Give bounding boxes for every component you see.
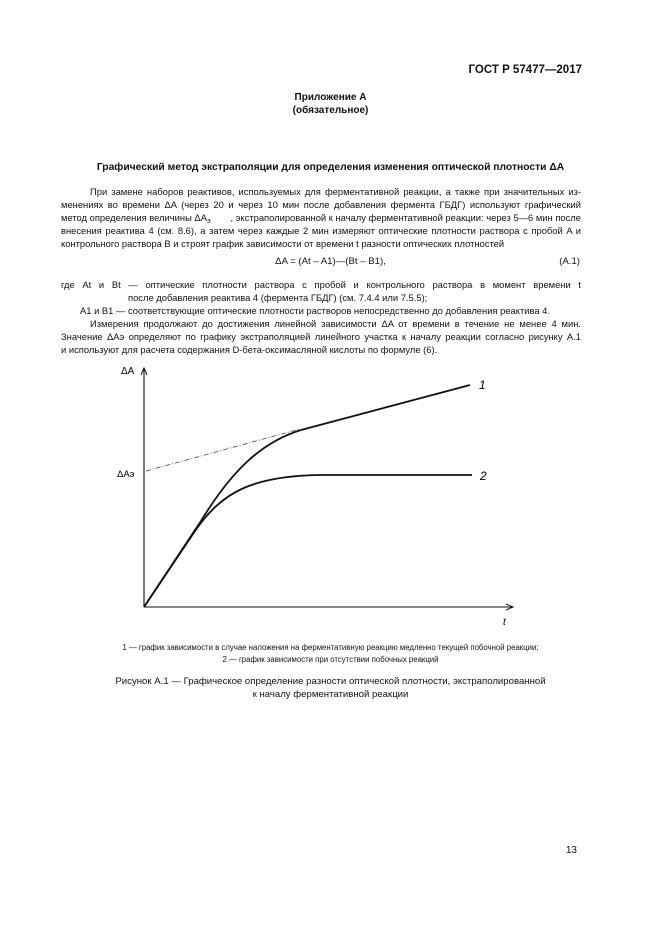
- y-axis-label: ΔA: [121, 366, 135, 377]
- where-line2: после добавления реактива 4 (фермента ГБДГ) (см. 7.4.4 или 7.5.5);: [128, 292, 428, 303]
- curve-1: [144, 385, 470, 607]
- legend-line1: 1 — график зависимости в случае наложения на ферментативную реакцию медленно текущей побочной реакции;: [122, 643, 539, 652]
- page-number: 13: [565, 845, 577, 856]
- para1-line3-end: , экстраполированной к началу ферментативной реакции: через 5—6 мин после: [230, 212, 581, 223]
- legend-line2: 2 — график зависимости при отсутствии побочных реакций: [222, 655, 439, 664]
- annex-title: Приложение А: [294, 92, 367, 103]
- curve-2-label: 2: [480, 469, 487, 483]
- where-line1: где At и Bt — оптические плотности раствора с пробой и контрольного раствора в момент времени t: [61, 279, 581, 290]
- annex-status: (обязательное): [292, 105, 369, 116]
- where-line3: A1 и B1 — соответствующие оптические плотности растворов непосредственно до добавления реактива 4.: [80, 305, 551, 316]
- caption-line1: Рисунок А.1 — Графическое определение разности оптической плотности, экстраполированной: [115, 676, 546, 687]
- curve-2: [144, 475, 472, 607]
- para1-line5: контрольного раствора B и строят график зависимости от времени t разности оптических плотностей: [61, 238, 505, 249]
- formula-a1: ΔA = (At – A1)—(Bt – B1),: [275, 256, 386, 267]
- curve-1-label: 1: [479, 378, 486, 392]
- para1-line4: внесения реактива 4 (см. 8.6), а затем через каждые 2 мин измеряют оптические плотности раствора с пробой A и: [61, 225, 581, 236]
- para2-line3: и используют для расчета содержания D-бета-оксимасляной кислоты по формуле (6).: [61, 344, 438, 355]
- section-title: Графический метод экстраполяции для определения изменения оптической плотности ΔA: [96, 162, 565, 173]
- para1-line1: При замене наборов реактивов, используемых для ферментативной реакции, а также при значительных из-: [90, 186, 581, 197]
- para1-line2: менениях во времени ΔA (через 20 и через 10 мин после добавления фермента ГБДГ) используют графический: [61, 199, 581, 210]
- y-tick-label-delta-ae: ΔAэ: [117, 469, 135, 480]
- para2-line2: Значение ΔAэ определяют по графику экстраполяцией линейного участка к началу реакции согласно рисунку А.1: [61, 331, 581, 342]
- standard-header: ГОСТ Р 57477—2017: [468, 64, 582, 76]
- caption-line2: к началу ферментативной реакции: [252, 689, 409, 700]
- extrapolation-line: [146, 429, 300, 471]
- para2-line1: Измерения продолжают до достижения линейной зависимости ΔA от времени в течение не менее 4 мин.: [90, 318, 581, 329]
- x-axis-label: t: [503, 617, 506, 628]
- para1-line3-start: метод определения величины $\Delta A_э$: [61, 212, 211, 225]
- formula-number: (А.1): [559, 256, 580, 267]
